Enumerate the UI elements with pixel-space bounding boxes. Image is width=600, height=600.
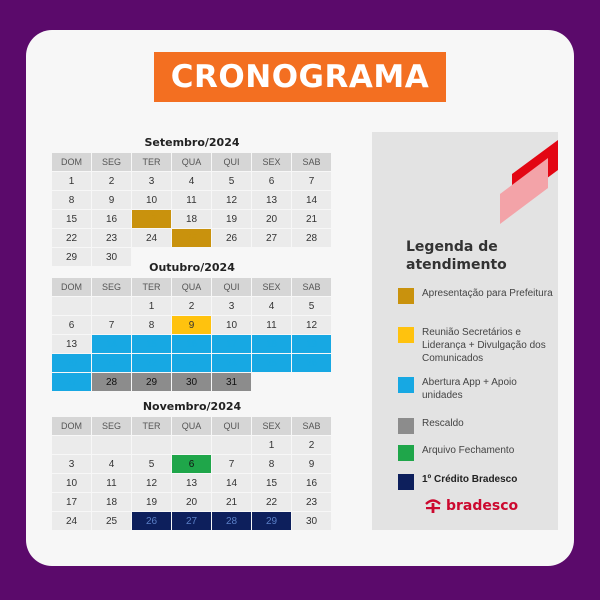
calendar-september (52, 153, 331, 266)
month-title-november: Novembro/2024 (142, 400, 242, 413)
calendar-day: 21 (292, 210, 331, 228)
calendar-empty-cell (52, 436, 91, 454)
calendar-day: 3 (52, 455, 91, 473)
calendar-day: 17 (212, 335, 251, 353)
calendar-day: 22 (252, 493, 291, 511)
calendar-day: 21 (92, 354, 131, 372)
weekday-header: DOM (52, 278, 91, 296)
calendar-day: 8 (52, 191, 91, 209)
calendar-november (52, 417, 331, 530)
calendar-day: 1 (132, 297, 171, 315)
calendar-day: 5 (132, 455, 171, 473)
calendar-day: 30 (172, 373, 211, 391)
calendar-day: 11 (92, 474, 131, 492)
calendar-day: 5 (292, 297, 331, 315)
weekday-header: TER (132, 278, 171, 296)
calendar-day: 4 (252, 297, 291, 315)
legend-swatch-reuniao (398, 327, 414, 343)
calendar-day: 9 (92, 191, 131, 209)
month-title-september: Setembro/2024 (144, 136, 240, 149)
calendar-day: 16 (172, 335, 211, 353)
calendar-day: 27 (52, 373, 91, 391)
calendar-day: 10 (52, 474, 91, 492)
calendar-day: 14 (92, 335, 131, 353)
calendar-day: 12 (292, 316, 331, 334)
month-title-october: Outubro/2024 (149, 261, 235, 274)
weekday-header: SEX (252, 278, 291, 296)
calendar-day: 10 (212, 316, 251, 334)
calendar-day: 15 (132, 335, 171, 353)
calendar-empty-cell (132, 436, 171, 454)
calendar-day: 26 (292, 354, 331, 372)
calendar-day: 29 (252, 512, 291, 530)
calendar-day: 2 (292, 436, 331, 454)
calendar-day: 28 (212, 512, 251, 530)
calendar-day: 3 (212, 297, 251, 315)
legend-item-prefeitura (398, 287, 558, 304)
calendar-day: 6 (252, 172, 291, 190)
calendar-day: 3 (132, 172, 171, 190)
weekday-header: SEG (92, 153, 131, 171)
legend-label: Rescaldo (422, 418, 464, 429)
calendar-day: 17 (132, 210, 171, 228)
brand-name: bradesco (446, 498, 519, 514)
weekday-header: QUA (172, 278, 211, 296)
calendar-day: 26 (132, 512, 171, 530)
calendar-day: 19 (212, 210, 251, 228)
calendar-day: 13 (172, 474, 211, 492)
calendar-october (52, 278, 331, 391)
calendar-day: 11 (252, 316, 291, 334)
calendar-day: 12 (212, 191, 251, 209)
calendar-day: 13 (52, 335, 91, 353)
calendar-day: 24 (132, 229, 171, 247)
calendar-day: 6 (172, 455, 211, 473)
legend-item-arquivo (398, 444, 558, 461)
calendar-day: 10 (132, 191, 171, 209)
legend-swatch-arquivo (398, 445, 414, 461)
legend-swatch-rescaldo (398, 418, 414, 434)
calendar-day: 6 (52, 316, 91, 334)
weekday-header: SAB (292, 417, 331, 435)
legend-item-abertura-app (398, 376, 558, 402)
legend-swatch-credito (398, 474, 414, 490)
calendar-day: 4 (92, 455, 131, 473)
calendar-day: 23 (172, 354, 211, 372)
weekday-header: DOM (52, 417, 91, 435)
legend-label: Apresentação para Prefeitura (422, 288, 553, 299)
calendar-empty-cell (212, 436, 251, 454)
legend-swatch-abertura-app (398, 377, 414, 393)
weekday-header: QUI (212, 417, 251, 435)
calendar-day: 16 (292, 474, 331, 492)
calendar-day: 23 (292, 493, 331, 511)
calendar-day: 2 (92, 172, 131, 190)
weekday-header: TER (132, 153, 171, 171)
calendar-day: 2 (172, 297, 211, 315)
calendar-day: 4 (172, 172, 211, 190)
calendar-day: 17 (52, 493, 91, 511)
legend-swatch-prefeitura (398, 288, 414, 304)
calendar-day: 22 (52, 229, 91, 247)
calendar-day: 29 (132, 373, 171, 391)
calendar-day: 19 (132, 493, 171, 511)
calendar-day: 30 (92, 248, 131, 266)
calendar-day: 12 (132, 474, 171, 492)
calendar-empty-cell (92, 297, 131, 315)
calendar-empty-cell (52, 297, 91, 315)
page-title: CRONOGRAMA (154, 52, 446, 102)
calendar-day: 14 (212, 474, 251, 492)
legend-title: Legenda de atendimento (406, 239, 507, 273)
calendar-day: 15 (52, 210, 91, 228)
weekday-header: QUI (212, 153, 251, 171)
calendar-day: 24 (212, 354, 251, 372)
calendar-day: 7 (292, 172, 331, 190)
legend-label: Abertura App + Apoio unidades (422, 377, 517, 401)
calendar-day: 21 (212, 493, 251, 511)
calendar-day: 9 (292, 455, 331, 473)
calendar-day: 26 (212, 229, 251, 247)
decorative-stripes-icon (372, 132, 558, 232)
calendar-day: 11 (172, 191, 211, 209)
weekday-header: QUI (212, 278, 251, 296)
calendar-day: 23 (92, 229, 131, 247)
calendar-day: 18 (172, 210, 211, 228)
calendar-day: 28 (292, 229, 331, 247)
legend-item-rescaldo (398, 417, 558, 434)
calendar-day: 28 (92, 373, 131, 391)
weekday-header: SAB (292, 278, 331, 296)
calendar-day: 29 (52, 248, 91, 266)
calendar-day: 16 (92, 210, 131, 228)
calendar-day: 18 (92, 493, 131, 511)
weekday-header: DOM (52, 153, 91, 171)
calendar-day: 31 (212, 373, 251, 391)
calendar-empty-cell (92, 436, 131, 454)
calendar-day: 20 (252, 210, 291, 228)
calendar-day: 13 (252, 191, 291, 209)
calendar-day: 9 (172, 316, 211, 334)
legend-label: Reunião Secretários e Liderança + Divulgação dos Comunicados (422, 327, 546, 364)
calendar-day: 25 (252, 354, 291, 372)
calendar-day: 1 (52, 172, 91, 190)
calendar-day: 5 (212, 172, 251, 190)
calendar-day: 22 (132, 354, 171, 372)
weekday-header: QUA (172, 153, 211, 171)
calendar-day: 1 (252, 436, 291, 454)
calendar-empty-cell (172, 436, 211, 454)
calendar-day: 7 (92, 316, 131, 334)
calendar-day: 20 (172, 493, 211, 511)
calendar-day: 8 (252, 455, 291, 473)
calendar-day: 7 (212, 455, 251, 473)
weekday-header: QUA (172, 417, 211, 435)
calendar-day: 19 (292, 335, 331, 353)
calendar-day: 30 (292, 512, 331, 530)
legend-item-reuniao (398, 326, 558, 365)
weekday-header: SEG (92, 278, 131, 296)
calendar-day: 25 (172, 229, 211, 247)
calendar-day: 15 (252, 474, 291, 492)
calendar-day: 8 (132, 316, 171, 334)
weekday-header: SEX (252, 153, 291, 171)
weekday-header: SEX (252, 417, 291, 435)
weekday-header: TER (132, 417, 171, 435)
bradesco-tree-icon (424, 498, 442, 514)
calendar-day: 25 (92, 512, 131, 530)
calendar-day: 27 (252, 229, 291, 247)
bradesco-logo (424, 498, 518, 514)
calendar-day: 18 (252, 335, 291, 353)
legend-label: Arquivo Fechamento (422, 445, 515, 456)
calendar-day: 14 (292, 191, 331, 209)
weekday-header: SAB (292, 153, 331, 171)
legend-label: 1º Crédito Bradesco (422, 474, 518, 485)
calendar-day: 27 (172, 512, 211, 530)
calendar-day: 24 (52, 512, 91, 530)
weekday-header: SEG (92, 417, 131, 435)
calendar-day: 20 (52, 354, 91, 372)
legend-item-credito (398, 473, 558, 490)
